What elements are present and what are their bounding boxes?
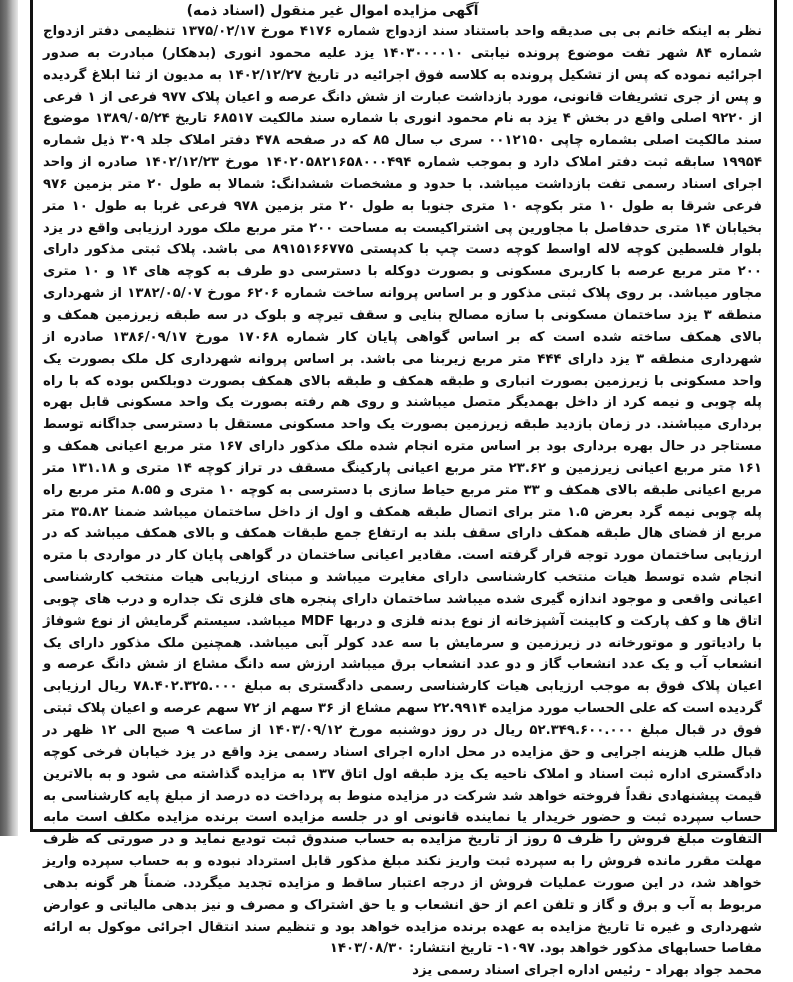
notice-signature: محمد جواد بهراد - رئیس اداره اجرای اسناد رسمی یزد	[412, 963, 762, 979]
auction-notice	[30, 0, 777, 979]
notice-title: آگهی مزایده اموال غیر منقول (اسناد ذمه)	[186, 3, 479, 19]
scan-edge-shadow	[0, 0, 18, 836]
notice-body: نظر به اینکه خانم بی بی صدیقه واحد باستناد سند ازدواج شماره ۴۱۷۶ مورخ ۱۳۷۵/۰۲/۱۷ تنظیمی دفتر ازدواج شماره ۸۴ شهر تفت موضوع پرونده نیابتی ۱۴۰۳۰۰۰۰۱۰ یزد علیه محمود انوری (بدهکار) مبادرت به صدور اجرائیه نموده که پس از تشکیل پرونده به کلاسه فوق اجرائیه در تاریخ ۱۴۰۲/۱۲/۲۷ به مدیون از ثنا ابلاغ گردیده و پس از جری تشریفات قانونی، مورد بازداشت عبارت از شش دانگ عرصه و اعیان پلاک ۹۷۷ فرعی از ۱ فرعی از ۹۲۲۰ اصلی واقع در بخش ۴ یزد به نام محمود انوری با شماره سند مالکیت ۶۸۵۱۷ تاریخ ۱۳۸۹/۰۵/۲۴ موضوع سند مالکیت اصلی بشماره چاپی ۰۰۱۲۱۵۰ سری ب سال ۸۵ که در صفحه ۴۷۸ دفتر املاک جلد ۳۰۹ ذیل شماره ۱۹۹۵۴ سابقه ثبت دفتر املاک دارد و بموجب شماره ۱۴۰۲۰۵۸۲۱۶۵۸۰۰۰۴۹۴ مورخ ۱۴۰۲/۱۲/۲۳ صادره از واحد اجرای اسناد رسمی تفت بازداشت میباشد. با حدود و مشخصات ششدانگ: شمالا به طول ۲۰ متر بزمین ۹۷۶ فرعی شرقا به طول ۱۰ متر بکوچه ۱۰ متری جنوبا به طول ۲۰ متر بزمین ۹۷۸ فرعی غربا به طول ۱۰ متر بخیابان ۱۴ متری حدفاصل با مجاورین پی اشتراکیست به مساحت ۲۰۰ متر مربع ملک مورد ارزیابی واقع در یزد بلوار فلسطین کوچه لاله اواسط کوچه دست چپ با کدپستی ۸۹۱۵۱۶۶۷۷۵ می باشد. پلاک ثبتی مذکور دارای ۲۰۰ متر مربع عرصه با کاربری مسکونی و بصورت دوکله با دسترسی دو طرف به کوچه های ۱۴ و ۱۰ متری مجاور میباشد. بر روی پلاک ثبتی مذکور و بر اساس پروانه ساخت شماره ۶۲۰۶ مورخ ۱۳۸۲/۰۵/۰۷ از شهرداری منطقه ۳ یزد ساختمان مسکونی با سازه مصالح بنایی و سقف تیرچه و بلوک در سه طبقه زیرزمین همکف و بالای همکف ساخته شده است که بر اساس گواهی پایان کار شماره ۱۷۰۶۸ مورخ ۱۳۸۶/۰۹/۱۷ صادره از شهرداری منطقه ۳ یزد دارای ۴۴۴ متر مربع زیربنا می باشد. بر اساس پروانه شهرداری کل ملک بصورت یک واحد مسکونی با زیرزمین بصورت انباری و طبقه همکف و طبقه بالای همکف بصورت دوبلکس بوده که با راه پله چوبی و نیمه کرد از داخل بهمدیگر متصل میباشند و روی هم رفته بصورت یک واحد مسکونی قابل بهره برداری میباشند. در زمان بازدید طبقه زیرزمین بصورت یک واحد مسکونی مستقل با دسترسی جداگانه توسط مستاجر در حال بهره برداری بود بر اساس متره انجام شده ملک مذکور دارای ۱۶۷ متر مربع اعیانی همکف و ۱۶۱ متر مربع اعیانی زیرزمین و ۲۳.۶۲ متر مربع اعیانی پارکینگ مسقف در تراز کوچه ۱۴ متری و ۱۳۱.۱۸ متر مربع اعیانی طبقه بالای همکف و ۳۳ متر مربع حیاط سازی با دسترسی به کوچه ۱۰ متری و ۸.۵۵ متر مربع راه پله چوبی نیمه گرد بعرض ۱.۵ متر برای اتصال طبقه همکف و اول از داخل ساختمان میباشد ضمنا ۳۵.۸۲ متر مربع از فضای هال طبقه همکف دارای سقف بلند به ارتفاع جمع طبقات همکف و بالای همکف میباشد که در ارزیابی ساختمان مورد توجه قرار گرفته است. مقادیر اعیانی ساختمان در گواهی پایان کار در مواردی با متره انجام شده توسط هیات منتخب کارشناسی دارای مغایرت میباشد و مبنای ارزیابی هیات منتخب کارشناسی اعیانی واقعی و موجود اندازه گیری شده میباشد ساختمان دارای پنجره های فلزی تک جداره و درب های چوبی اتاق ها و کف پارکت و کابینت آشپزخانه از نوع بدنه فلزی و دربها MDF میباشد. سیستم گرمایش از نوع شوفاژ با رادیاتور و موتورخانه در زیرزمین و سرمایش با سه عدد کولر آبی میباشد. همچنین ملک مذکور دارای یک انشعاب آب و یک عدد انشعاب گاز و دو عدد انشعاب برق میباشد ارزش سه دانگ مشاع از شش دانگ عرصه و اعیان پلاک فوق به موجب ارزیابی هیات کارشناسی رسمی دادگستری به مبلغ ۷۸.۴۰۲.۳۲۵.۰۰۰ ریال ارزیابی گردیده است که علی الحساب مورد مزایده ۲۲.۹۹۱۴ سهم مشاع از ۳۶ سهم از ۷۲ سهم عرصه و اعیان پلاک ثبتی فوق در قبال مبلغ ۵۲.۳۴۹.۶۰۰.۰۰۰ ریال در روز دوشنبه مورخ ۱۴۰۳/۰۹/۱۲ از ساعت ۹ صبح الی ۱۲ ظهر در قبال طلب هزینه اجرایی و حق مزایده در محل اداره اجرای اسناد رسمی یزد واقع در یزد خیابان فرخی کوچه دادگستری اداره ثبت اسناد و املاک ناحیه یک یزد طبقه اول اتاق ۱۳۷ به مزایده گذاشته می شود و به بالاترین قیمت پیشنهادی نقداً فروخته خواهد شد شرکت در مزایده منوط به پرداخت ده درصد از مبلغ پایه کارشناسی به حساب سپرده ثبت و حضور خریدار یا نماینده قانونی او در جلسه مزایده است برنده مزایده مکلف است مابه التفاوت مبلغ فروش را ظرف ۵ روز از تاریخ مزایده به حساب صندوق ثبت تودیع نماید و در صورتی که ظرف مهلت مقرر مانده فروش را به سپرده ثبت واریز نکند مبلغ مذکور قابل استرداد نبوده و به حساب سپرده واریز خواهد شد، در این صورت عملیات فروش از درجه اعتبار ساقط و مزایده تجدید میگردد. ضمناً هر گونه بدهی مربوط به آب و برق و گاز و تلفن اعم از حق انشعاب و یا حق اشتراک و مصرف و نیز بدهی مالیاتی و عوارض شهرداری و غیره تا تاریخ مزایده به عهده برنده مزایده خواهد بود و تنظیم سند انتقال اجرائی موکول به ارائه مفاصا حسابهای مذکور خواهد بود. ۱۰۹۷- تاریخ انتشار: ۱۴۰۳/۰۸/۳۰	[43, 24, 763, 957]
